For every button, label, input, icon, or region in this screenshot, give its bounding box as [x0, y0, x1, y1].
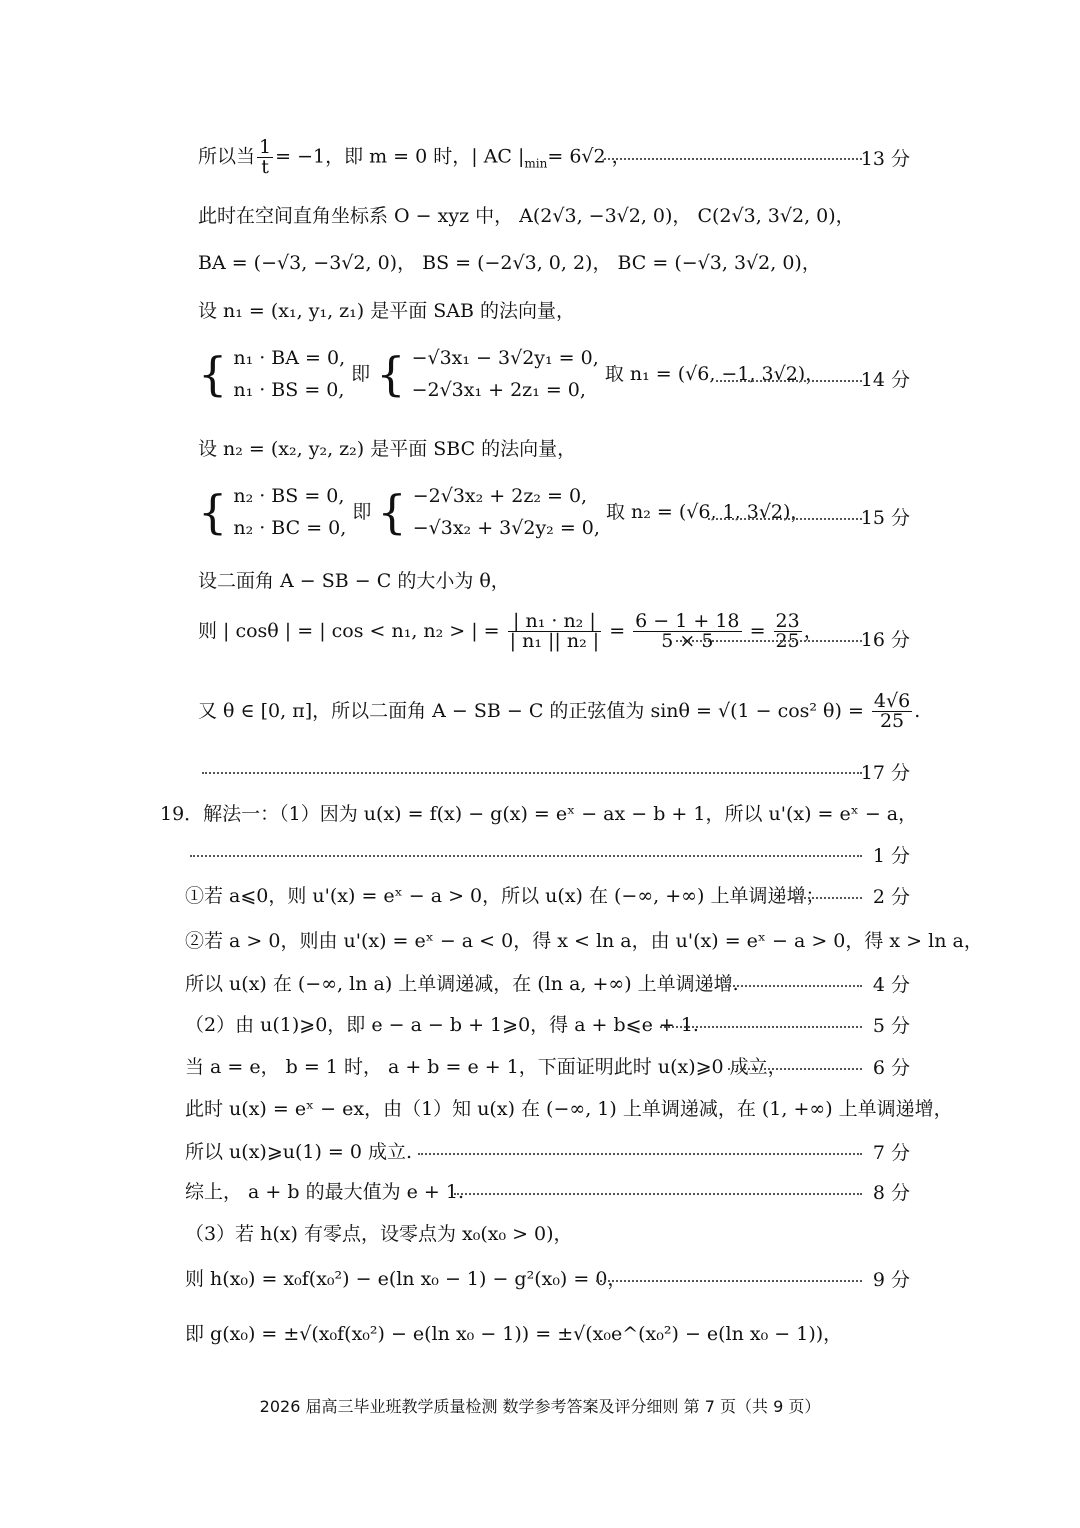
text: 则 | cosθ | = | cos < n₁, n₂ > | =	[198, 620, 500, 642]
line-23: （2）由 u(1)⩾0，即 e − a − b + 1⩾0，得 a + b⩽e + 1.	[185, 1014, 699, 1036]
line-13	[198, 138, 631, 177]
eq: −√3x₂ + 3√2y₂ = 0,	[412, 517, 600, 540]
eq: n₁ · BS = 0,	[233, 379, 345, 402]
leader-dots	[454, 1193, 862, 1195]
denominator: 25	[879, 710, 905, 732]
leader-dots	[660, 1026, 862, 1028]
leader-dots	[708, 518, 862, 520]
equals: =	[609, 620, 626, 642]
equation-system-2	[198, 480, 809, 545]
fraction	[872, 692, 912, 731]
system-right	[412, 342, 599, 407]
leader-dots	[418, 1153, 862, 1155]
fraction	[257, 138, 273, 177]
line-17: 设 n₂ = (x₂, y₂, z₂) 是平面 SBC 的法向量，	[198, 438, 577, 460]
leader-dots	[604, 158, 862, 160]
eq: −√3x₁ − 3√2y₁ = 0,	[411, 347, 599, 369]
eq: −2√3x₂ + 2z₂ = 0,	[412, 485, 588, 507]
fraction	[774, 612, 802, 651]
text: 即	[351, 362, 371, 385]
denominator: 5 × 5	[661, 630, 714, 652]
eq: n₂ · BC = 0,	[233, 517, 347, 540]
text: 所以当	[198, 145, 256, 168]
line-30: 即 g(x₀) = ±√(x₀f(x₀²) − e(ln x₀ − 1)) = ±√(x₀e^(x₀²) − e(ln x₀ − 1))，	[185, 1323, 843, 1345]
text: ，	[803, 620, 823, 642]
line-15: BA = (−√3, −3√2, 0)， BS = (−2√3, 0, 2)， BC = (−√3, 3√2, 0)，	[198, 252, 821, 274]
line-22: 所以 u(x) 在 (−∞, ln a) 上单调递减，在 (ln a, +∞) 上单调递增.	[185, 973, 739, 995]
leader-dots	[190, 855, 862, 857]
leader-dots	[596, 1280, 862, 1282]
system-right	[413, 480, 600, 545]
eq: n₂ · BS = 0,	[233, 485, 345, 507]
line-18: 设二面角 A − SB − C 的大小为 θ，	[198, 570, 510, 592]
line-16: 设 n₁ = (x₁, y₁, z₁) 是平面 SAB 的法向量，	[198, 300, 576, 322]
leader-dots	[202, 772, 862, 774]
line-27: 综上， a + b 的最大值为 e + 1.	[185, 1181, 464, 1203]
fraction	[633, 612, 741, 651]
line-14: 此时在空间直角坐标系 O − xyz 中， A(2√3, −3√2, 0)， C(2√3, 3√2, 0)，	[198, 205, 855, 227]
system-left	[233, 480, 346, 545]
score-6: 6 分	[872, 1057, 910, 1079]
line-24: 当 a = e， b = 1 时， a + b = e + 1，下面证明此时 u(x)⩾0 成立，	[185, 1056, 787, 1078]
equals: =	[749, 620, 766, 642]
left-brace: {	[198, 346, 228, 401]
text: 即	[352, 500, 372, 523]
numerator: 4√6	[873, 690, 911, 712]
fraction	[508, 612, 601, 651]
line-26: 所以 u(x)⩾u(1) = 0 成立.	[185, 1141, 413, 1163]
numerator: 6 − 1 + 18	[635, 610, 740, 632]
leader-dots	[716, 380, 862, 382]
denominator: | n₁ || n₂ |	[509, 630, 600, 652]
line-25: 此时 u(x) = eˣ − ex，由（1）知 u(x) 在 (−∞, 1) 上单调递减，在 (1, +∞) 上单调递增，	[185, 1098, 953, 1120]
text: 取 n₂ = (√6, 1, 3√2)，	[605, 500, 810, 523]
line-21: ②若 a > 0，则由 u'(x) = eˣ − a < 0，得 x < ln a，由 u'(x) = eˣ − a > 0，得 x > ln a，	[185, 930, 983, 952]
eq: n₁ · BA = 0,	[233, 347, 346, 369]
numerator: 1	[259, 136, 272, 158]
line-19: 19．解法一：（1）因为 u(x) = f(x) − g(x) = eˣ − ax − b + 1，所以 u'(x) = eˣ − a，	[160, 803, 918, 825]
score-16: 16 分	[860, 629, 910, 651]
score-5: 5 分	[872, 1015, 910, 1037]
line-cos	[198, 612, 823, 651]
subscript: min	[524, 156, 548, 171]
text: .	[914, 700, 921, 722]
denominator: 25	[775, 630, 800, 652]
line-sin	[198, 692, 920, 731]
left-brace: {	[377, 484, 407, 539]
numerator: | n₁ · n₂ |	[508, 612, 601, 632]
line-29: 则 h(x₀) = x₀f(x₀²) − e(ln x₀ − 1) − g²(x₀) = 0，	[185, 1268, 627, 1290]
score-8: 8 分	[872, 1182, 910, 1204]
system-left	[233, 342, 345, 407]
text: = −1，即 m = 0 时，| AC |	[275, 145, 525, 168]
leader-dots	[792, 897, 862, 899]
score-7: 7 分	[872, 1142, 910, 1164]
denominator: t	[261, 156, 269, 178]
leader-dots	[718, 985, 862, 987]
score-14: 14 分	[860, 369, 910, 391]
score-4: 4 分	[872, 974, 910, 996]
left-brace: {	[376, 346, 406, 401]
text: 取 n₁ = (√6, −1, 3√2)，	[604, 362, 825, 385]
left-brace: {	[198, 484, 228, 539]
equation-system-1	[198, 342, 824, 407]
numerator: 23	[775, 610, 800, 632]
text: 又 θ ∈ [0, π]，所以二面角 A − SB − C 的正弦值为 sinθ = √(1 − cos² θ) =	[198, 700, 864, 722]
score-1: 1 分	[872, 845, 910, 867]
line-28: （3）若 h(x) 有零点，设零点为 x₀(x₀ > 0)，	[185, 1223, 573, 1245]
text: = 6√2 ，	[547, 145, 631, 168]
score-17: 17 分	[860, 762, 910, 784]
score-15: 15 分	[860, 507, 910, 529]
page-footer: 2026 届高三毕业班教学质量检测 数学参考答案及评分细则 第 7 页（共 9 页）	[259, 1397, 821, 1416]
line-20: ①若 a⩽0，则 u'(x) = eˣ − a > 0，所以 u(x) 在 (−∞, +∞) 上单调递增；	[185, 885, 825, 907]
leader-dots	[676, 640, 862, 642]
leader-dots	[728, 1068, 862, 1070]
score-2: 2 分	[872, 886, 910, 908]
score-13: 13 分	[860, 148, 910, 170]
eq: −2√3x₁ + 2z₁ = 0,	[411, 379, 586, 402]
score-9: 9 分	[872, 1269, 910, 1291]
